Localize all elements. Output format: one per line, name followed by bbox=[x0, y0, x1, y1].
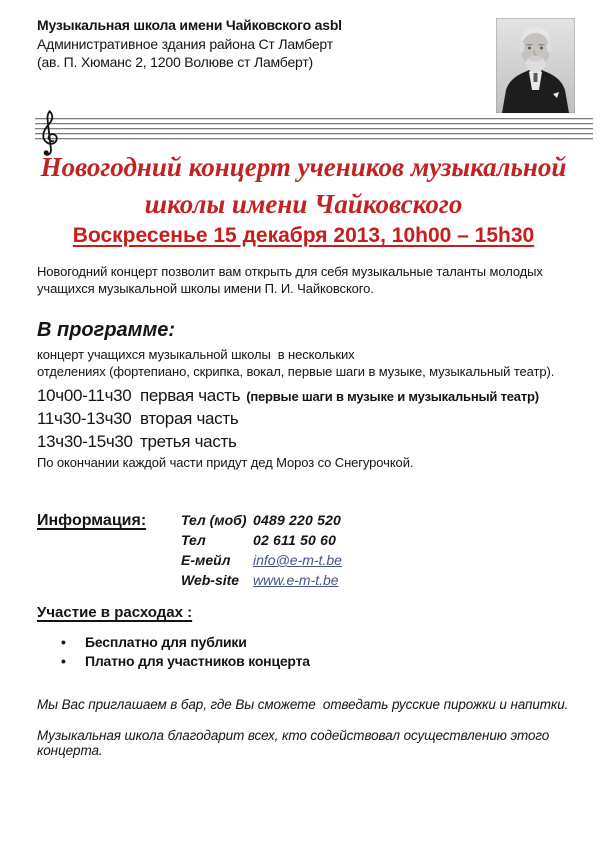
staff-line bbox=[35, 118, 593, 120]
staff-line bbox=[35, 128, 593, 130]
concert-date-text: Воскресенье 15 декабря 2013, 10h00 – 15h30 bbox=[72, 224, 535, 247]
program-description bbox=[37, 347, 582, 380]
participation-item-free: • Бесплатно для публики bbox=[37, 633, 310, 652]
info-row bbox=[181, 552, 481, 572]
schedule bbox=[37, 386, 539, 455]
schedule-row bbox=[37, 432, 539, 455]
participation-section bbox=[37, 604, 310, 671]
footer-bar-invitation: Мы Вас приглашаем в бар, где Вы сможете отведать русские пирожки и напитки. bbox=[37, 697, 569, 712]
after-parts-note: По окончании каждой части придут дед Мороз со Снегурочкой. bbox=[37, 455, 414, 470]
info-heading: Информация: bbox=[37, 512, 147, 529]
schedule-row bbox=[37, 409, 539, 432]
concert-date bbox=[0, 224, 607, 248]
portrait-image bbox=[496, 18, 575, 113]
participation-list bbox=[37, 633, 310, 671]
header bbox=[37, 16, 467, 72]
concert-title-text: Новогодний концерт учеников музыкальной школы имени Чайковского bbox=[40, 152, 567, 219]
participation-heading: Участие в расходах : bbox=[37, 604, 193, 621]
address-line-1: Административное здания района Ст Ламберт bbox=[37, 35, 333, 52]
tchaikovsky-portrait-photo bbox=[496, 18, 575, 113]
participation-item-paid: • Платно для участников концерта bbox=[37, 652, 310, 671]
staff-line bbox=[35, 133, 593, 135]
program-description-line1: концерт учащихся музыкальной школы в нескольких bbox=[37, 347, 355, 362]
schedule-row bbox=[37, 386, 539, 409]
program-heading: В программе: bbox=[37, 319, 176, 341]
schedule-time: 13ч30-15ч30 bbox=[37, 432, 133, 451]
info-label-website: Web-site bbox=[181, 572, 240, 588]
concert-title bbox=[0, 149, 607, 223]
address-line-2: (ав. П. Хюманс 2, 1200 Волюве ст Ламберт) bbox=[37, 54, 314, 70]
info-label-email: Е-мейл bbox=[181, 552, 231, 568]
schedule-note: (первые шаги в музыке и музыкальный театр) bbox=[246, 389, 539, 404]
staff-line bbox=[35, 123, 593, 125]
program-description-line2: отделениях (фортепиано, скрипка, вокал, первые шаги в музыке, музыкальный театр). bbox=[37, 363, 555, 379]
schedule-part: вторая часть bbox=[140, 409, 239, 428]
info-label-phone: Тел bbox=[181, 532, 206, 548]
schedule-time: 10ч00-11ч30 bbox=[37, 386, 132, 405]
intro-paragraph: Новогодний концерт позволит вам открыть для себя музыкальные таланты молодых учащихся музыкальной школы имени П. И. Чайковского. bbox=[37, 264, 543, 296]
school-name: Музыкальная школа имени Чайковского asbl bbox=[37, 17, 342, 33]
music-staff bbox=[35, 112, 593, 144]
info-rows bbox=[181, 512, 481, 592]
info-row bbox=[181, 512, 481, 532]
info-row bbox=[181, 572, 481, 592]
schedule-part: первая часть bbox=[140, 386, 241, 405]
schedule-part: третья часть bbox=[140, 432, 237, 451]
schedule-time: 11ч30-13ч30 bbox=[37, 409, 132, 428]
info-row bbox=[181, 532, 481, 552]
email-link[interactable]: info@e-m-t.be bbox=[253, 552, 342, 568]
footer-thanks: Музыкальная школа благодарит всех, кто содействовал осуществлению этого концерта. bbox=[37, 728, 550, 758]
staff-line bbox=[35, 138, 593, 140]
website-link[interactable]: www.e-m-t.be bbox=[253, 572, 339, 588]
info-value-phone: 02 611 50 60 bbox=[253, 532, 337, 548]
info-value-phone-mobile: 0489 220 520 bbox=[253, 512, 342, 528]
info-label-phone-mobile: Тел (моб) bbox=[181, 512, 247, 528]
